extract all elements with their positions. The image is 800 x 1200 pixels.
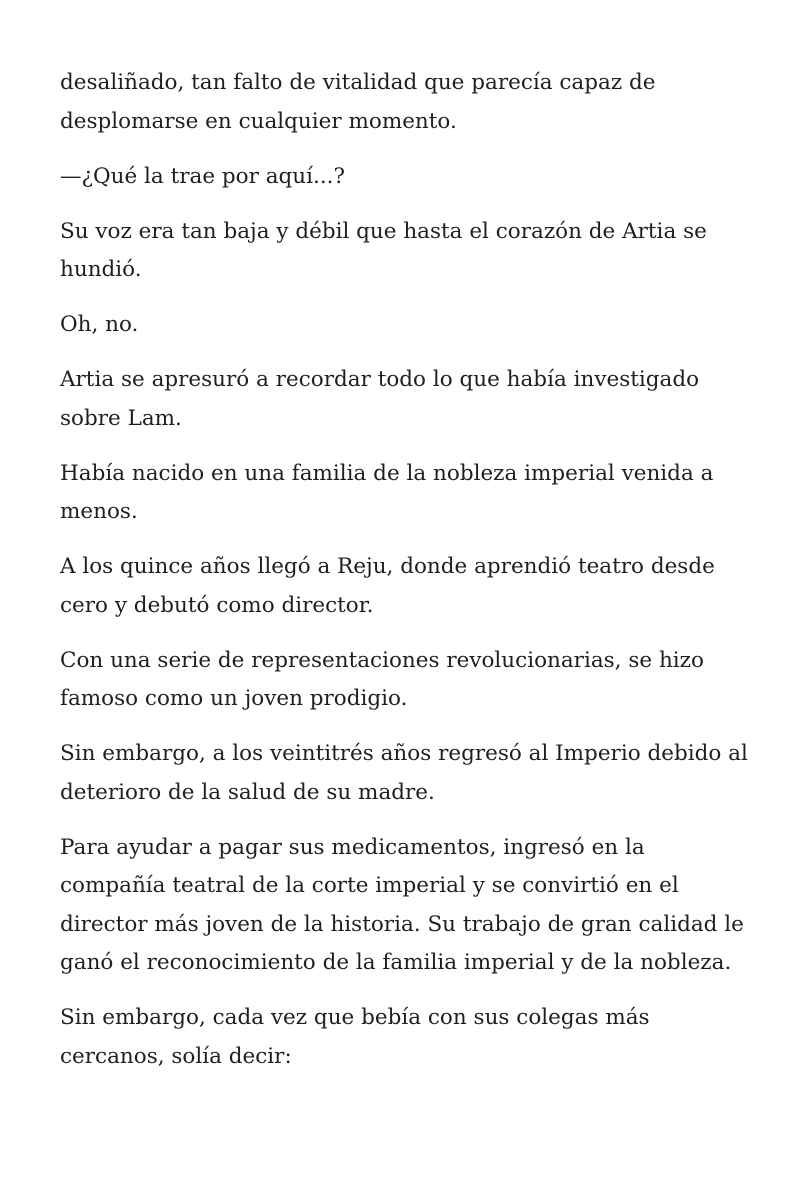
paragraph: A los quince años llegó a Reju, donde aprendió teatro desde cero y debutó como director. (60, 554, 715, 618)
paragraph: Su voz era tan baja y débil que hasta el corazón de Artia se hundió. (60, 218, 707, 282)
reader-page (60, 64, 750, 1093)
paragraph: Había nacido en una familia de la nobleza imperial venida a menos. (60, 460, 714, 524)
paragraph: Sin embargo, a los veintitrés años regresó al Imperio debido al deterioro de la salud de su madre. (60, 741, 748, 805)
paragraph: Con una serie de representaciones revolucionarias, se hizo famoso como un joven prodigio. (60, 647, 704, 711)
paragraph: Oh, no. (60, 312, 139, 337)
paragraph: Sin embargo, cada vez que bebía con sus colegas más cercanos, solía decir: (60, 1005, 650, 1069)
paragraph: Artia se apresuró a recordar todo lo que había investigado sobre Lam. (60, 367, 700, 431)
paragraph: —¿Qué la trae por aquí...? (60, 163, 346, 189)
paragraph: Para ayudar a pagar sus medicamentos, ingresó en la compañía teatral de la corte imperial y se convirtió en el director más joven de la historia. Su trabajo de gran calidad le ganó el reconocimiento de la familia imperial y de la nobleza. (60, 834, 744, 975)
paragraph: desaliñado, tan falto de vitalidad que parecía capaz de desplomarse en cualquier momento. (60, 70, 656, 134)
